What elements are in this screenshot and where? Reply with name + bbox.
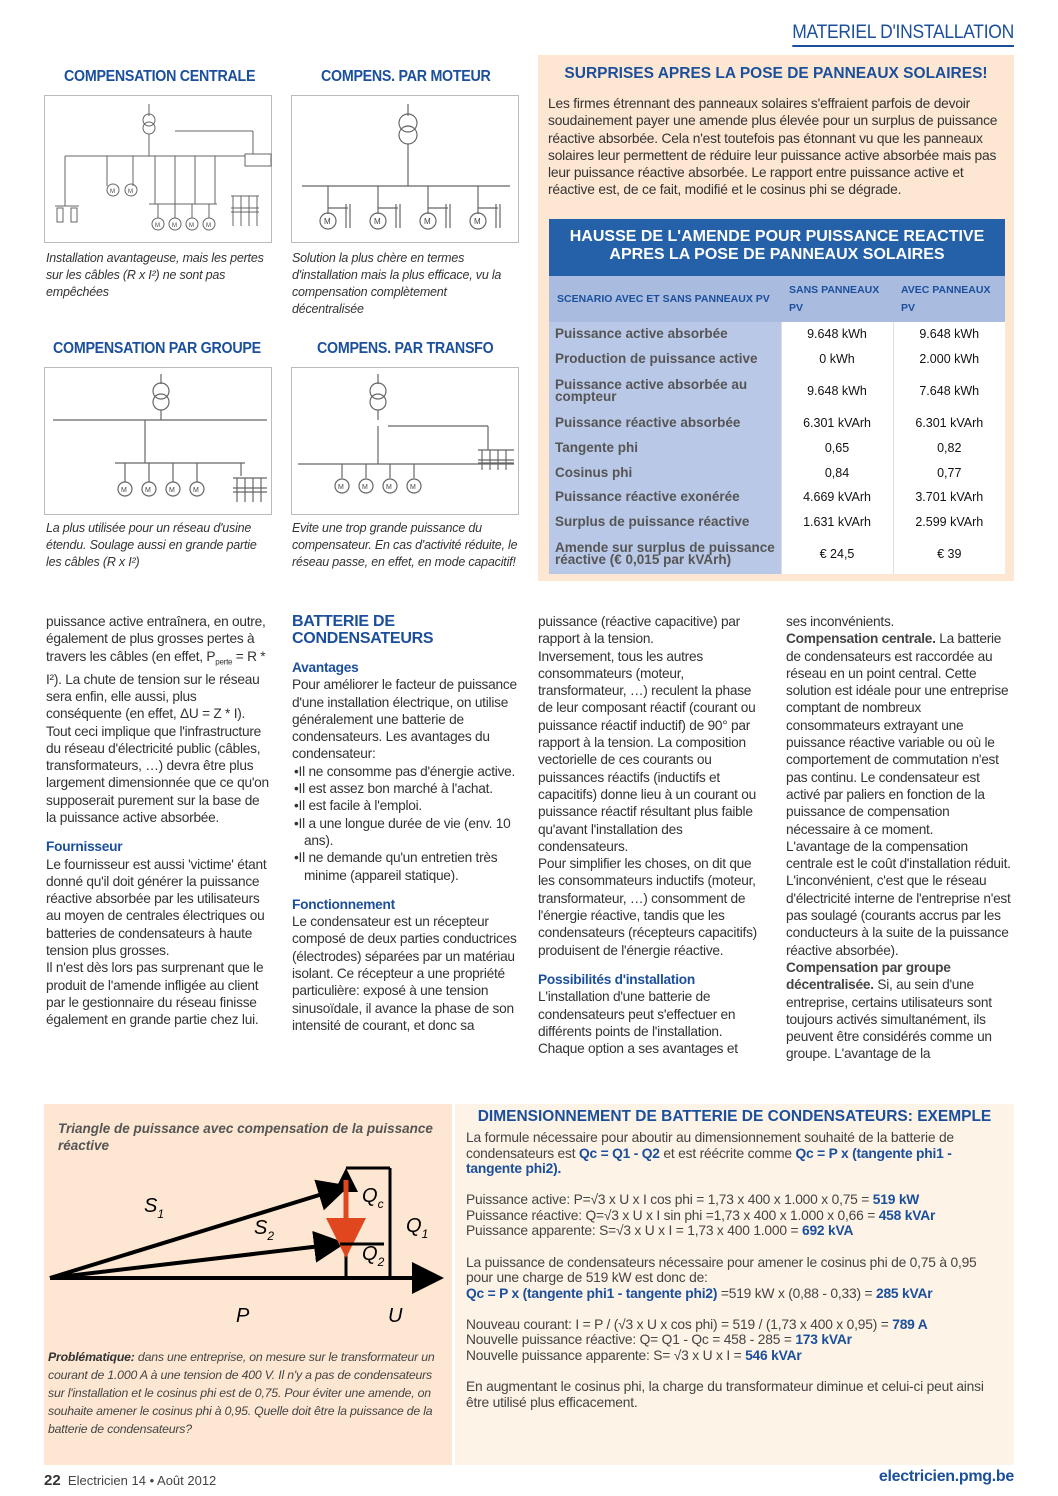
- cell-with: 9.648 kWh: [893, 322, 1005, 347]
- column-header: AVEC PANNEAUX PV: [893, 276, 1005, 322]
- row-label: Puissance réactive exonérée: [549, 485, 781, 510]
- calc-line: Nouvelle puissance apparente: S= √3 x U x I =: [466, 1348, 746, 1364]
- footer-site-link[interactable]: electricien.pmg.be: [878, 1468, 1014, 1485]
- diagram-caption-central: Installation avantageuse, mais les pertes sur les câbles (R x I²) ne sont pas empêchées: [46, 251, 264, 299]
- power-triangle-box: [44, 1104, 452, 1465]
- calc-value: 458 kVAr: [878, 1207, 936, 1223]
- row-label: Tangente phi: [549, 436, 781, 461]
- paragraph: Le fournisseur est aussi 'victime' étant donné qu'il doit générer la puissance réactive absorbée par les utilisateurs au moyen de centrales électriques ou batteries de condensateurs à haute tension plus grosses.: [46, 856, 267, 959]
- list-item: •Il a une longue durée de vie (env. 10 ans).: [294, 815, 511, 848]
- table-row: [549, 322, 1005, 347]
- paragraph: puissance active entraînera, en outre, également de plus grosses pertes à travers les câbles (en effet, P: [46, 614, 266, 664]
- paragraph: En augmentant le cosinus phi, la charge du transformateur diminue et celui-ci peut ainsi être utilisé plus efficacement.: [466, 1379, 984, 1410]
- diagram-central: [44, 95, 272, 243]
- cell-without: 1.631 kVArh: [781, 510, 893, 535]
- svg-text:M: M: [386, 484, 392, 491]
- subheading: Avantages: [292, 660, 359, 675]
- row-label: Surplus de puissance réactive: [549, 510, 781, 535]
- svg-text:M: M: [128, 189, 133, 195]
- problem-label: Problématique:: [48, 1350, 135, 1364]
- paragraph: La batterie de condensateurs est raccordée au réseau en un point central. Cette solution est idéale pour une entreprise comptant de nombreux consommateurs extrayant une puissance réactive variable ou où le comportement de commutation n'est pas continu. Le condensateur est activé par paliers en fonction de la puissance de compensation nécessaire à ce moment.: [786, 631, 1009, 837]
- formula: Qc = Q1 - Q2: [578, 1145, 660, 1161]
- table-row: [549, 347, 1005, 372]
- table-row: [549, 510, 1005, 535]
- table-header-row: [549, 276, 1005, 322]
- label-Q2: $Q_2$: [362, 1243, 385, 1269]
- diagram-caption-transfo: Evite une trop grande puissance du compensateur. En cas d'activité réduite, le réseau passe, en effet, en mode capacitif!: [292, 521, 518, 569]
- label-Qc: $Q_c$: [362, 1185, 384, 1211]
- paragraph: = R * I²). La chute de tension sur le réseau sera enfin, elle aussi, plus conséquente (en effet, ΔU = Z * I). Tout ceci implique que l'infrastructure du réseau d'électricité public (câbles, transformateurs, …) devra être plus largement dimensionnée que ce qu'on supposerait purement sur la base de la puissance active absorbée.: [46, 648, 269, 825]
- label-S2: $S_2$: [254, 1217, 275, 1243]
- row-label: Cosinus phi: [549, 460, 781, 485]
- sidebox-text: Les firmes étrennant des panneaux solaires s'effraient parfois de devoir soudainement payer une amende plus élevée pour un surplus de puissance réactive absorbée. Cela n'est toutefois pas étonnant vu que les panneaux solaires leur permettent de réduire leur puissance active absorbée mais pas leur puissance réactive absorbée. Le rapport entre puissance active et réactive est, de ce fait, modifié et le cosinus phi se dégrade.: [548, 96, 998, 198]
- calc-line: Puissance apparente: S=√3 x U x I = 1,73 x 400 1.000 =: [466, 1223, 802, 1239]
- svg-text:M: M: [121, 487, 127, 494]
- cell-without: 0,65: [781, 436, 893, 461]
- label-P: P: [236, 1305, 250, 1327]
- diagram-title-central: COMPENSATION CENTRALE: [64, 68, 256, 85]
- list-item: •Il ne demande qu'un entretien très minime (appareil statique).: [294, 850, 498, 883]
- diagram-title-motor: COMPENS. PAR MOTEUR: [321, 68, 491, 85]
- calc-value: 519 kW: [872, 1192, 920, 1208]
- calc-value: 173 kVAr: [795, 1332, 852, 1348]
- paragraph: ses inconvénients.: [786, 614, 895, 629]
- svg-text:M: M: [410, 484, 416, 491]
- paragraph: L'avantage de la compensation centrale est le coût d'installation réduit. L'inconvénient, c'est que le réseau d'électricité interne de l'entreprise n'est pas soulagé (courants accrus par les conducteurs à la suite de la puissance réactive absorbée).: [786, 838, 1011, 958]
- cell-without: 6.301 kVArh: [781, 411, 893, 436]
- diagram-caption-motor: Solution la plus chère en termes d'installation mais la plus efficace, vu la compensation complètement décentralisée: [292, 251, 502, 316]
- table-row: [549, 371, 1005, 411]
- bold-lead: Compensation par groupe décentralisée.: [786, 959, 951, 993]
- label-Q1: $Q_1$: [406, 1215, 429, 1241]
- list-item: •Il est assez bon marché à l'achat.: [294, 781, 493, 797]
- paragraph: et est réécrite comme: [659, 1145, 796, 1161]
- bold-lead: Compensation centrale.: [786, 631, 936, 647]
- cell-with: 2.599 kVArh: [893, 510, 1005, 535]
- row-label: Puissance active absorbée au compteur: [549, 371, 781, 411]
- fine-table: [549, 219, 1005, 574]
- section-title: MATERIEL D'INSTALLATION: [792, 22, 1014, 47]
- formula: Qc = P x (tangente phi1 - tangente phi2).: [466, 1145, 952, 1177]
- calc-line: Puissance réactive: Q=√3 x U x I sin phi =1,73 x 400 x 1.000 x 0,66 =: [466, 1207, 879, 1223]
- paragraph: Le condensateur est un récepteur composé de deux parties conductrices (électrodes) séparées par un matériau isolant. Ce récepteur a une propriété particulière: exposé à une tension sinusoïdale, il avance la phase de son intensité de courant, et donc sa: [292, 914, 517, 1033]
- table-row: [549, 411, 1005, 436]
- cell-without: 0,84: [781, 460, 893, 485]
- cell-without: € 24,5: [781, 534, 893, 574]
- cell-with: 2.000 kWh: [893, 347, 1005, 372]
- table-title: HAUSSE DE L'AMENDE POUR PUISSANCE REACTIVE APRES LA POSE DE PANNEAUX SOLAIRES: [549, 219, 1005, 276]
- sidebox-title: SURPRISES APRES LA POSE DE PANNEAUX SOLAIRES!: [564, 65, 988, 82]
- paragraph: L'installation d'une batterie de condensateurs peut s'effectuer en différents points de l'installation. Chaque option a ses avantages et: [538, 989, 738, 1057]
- table-row: [549, 436, 1005, 461]
- diagram-transfo: [291, 367, 519, 515]
- example-box: [455, 1104, 1014, 1465]
- cell-with: 6.301 kVArh: [893, 411, 1005, 436]
- svg-text:M: M: [189, 223, 194, 229]
- svg-text:M: M: [362, 484, 368, 491]
- column-header: SCENARIO AVEC ET SANS PANNEAUX PV: [549, 276, 781, 322]
- table-row: [549, 485, 1005, 510]
- svg-text:M: M: [206, 223, 211, 229]
- calc-line: =519 kW x (0,88 - 0,33) =: [717, 1285, 876, 1301]
- subheading: Fonctionnement: [292, 896, 395, 912]
- paragraph: La puissance de condensateurs nécessaire pour amener le cosinus phi de 0,75 à 0,95 pour une charge de 519 kW est donc de:: [466, 1254, 977, 1286]
- label-U: U: [388, 1305, 403, 1327]
- article-column-4: [786, 613, 1014, 1063]
- calc-line: Puissance active: P=√3 x U x I cos phi = 1,73 x 400 x 1.000 x 0,75 =: [466, 1192, 873, 1208]
- calc-line: Nouvelle puissance réactive: Q= Q1 - Qc = 458 - 285 =: [466, 1332, 796, 1348]
- footer-issue: [44, 1472, 216, 1489]
- subheading: Possibilités d'installation: [538, 971, 695, 987]
- calc-value: 789 A: [892, 1316, 928, 1332]
- problem-statement: [48, 1348, 448, 1438]
- issue-info: Electricien 14 • Août 2012: [67, 1473, 217, 1488]
- problem-text: dans une entreprise, on mesure sur le transformateur un courant de 1.000 A à une tension de 400 V. Il n'y a pas de condensateurs sur l'installation et le cosinus phi est de 0,75. Pour éviter une amende, on souhaite amener le cosinus phi à 0,95. Quelle doit être la puissance de la batterie de condensateurs?: [48, 1350, 435, 1436]
- example-title: DIMENSIONNEMENT DE BATTERIE DE CONDENSATEURS: EXEMPLE: [477, 1108, 992, 1125]
- cell-without: 4.669 kVArh: [781, 485, 893, 510]
- paragraph: puissance (réactive capacitive) par rapport à la tension.: [538, 614, 740, 647]
- cell-with: 7.648 kWh: [893, 371, 1005, 411]
- cell-without: 0 kWh: [781, 347, 893, 372]
- paragraph: Si, au sein d'une entreprise, certains utilisateurs sont toujours activés simultanément, ils peuvent être considérés comme un groupe. L'avantage de la: [786, 977, 992, 1062]
- diagram-title-group: COMPENSATION PAR GROUPE: [53, 340, 261, 357]
- cell-with: 0,77: [893, 460, 1005, 485]
- paragraph: Il n'est dès lors pas surprenant que le produit de l'amende infligée au client par le gestionnaire du réseau finisse également en grande partie chez lui.: [46, 960, 264, 1028]
- calc-line: Nouveau courant: I = P / (√3 x U x cos phi) = 519 / (1,73 x 400 x 0,95) =: [466, 1316, 893, 1332]
- article-heading: BATTERIE DE CONDENSATEURS: [292, 613, 434, 647]
- triangle-title: Triangle de puissance avec compensation de la puissance réactive: [58, 1121, 433, 1153]
- svg-text:M: M: [172, 223, 177, 229]
- table-row: [549, 460, 1005, 485]
- svg-text:M: M: [155, 223, 160, 229]
- page-number: 22: [44, 1472, 61, 1489]
- svg-text:M: M: [424, 217, 431, 226]
- cell-without: 9.648 kWh: [781, 322, 893, 347]
- subscript: perte: [215, 657, 233, 667]
- calc-value: 546 kVAr: [745, 1348, 802, 1364]
- table-row: [549, 534, 1005, 574]
- article-column-2: [292, 613, 520, 1034]
- paragraph: La formule nécessaire pour aboutir au dimensionnement souhaité de la batterie de condensateurs est: [466, 1130, 954, 1161]
- calc-value: 692 kVA: [801, 1223, 854, 1239]
- list-item: •Il est facile à l'emploi.: [294, 798, 422, 814]
- row-label: Amende sur surplus de puissance réactive (€ 0,015 par kVArh): [549, 534, 781, 574]
- cell-with: € 39: [893, 534, 1005, 574]
- paragraph: Inversement, tous les autres consommateurs (moteur, transformateur, …) reculent la phase de leur composant réactif (courant ou puissance réactif inductif) de 90° par rapport à la tension. La composition vectorielle de ces courants ou puissances réactifs (inductifs et capacitifs) donne lieu à un courant ou puissance réactif résultant plus faible qu'avant l'installation des condensateurs.: [538, 648, 757, 854]
- row-label: Production de puissance active: [549, 347, 781, 372]
- svg-text:M: M: [474, 217, 481, 226]
- calc-value: 285 kVAr: [875, 1285, 933, 1301]
- svg-text:M: M: [374, 217, 381, 226]
- formula: Qc = P x (tangente phi1 - tangente phi2): [466, 1285, 718, 1301]
- row-label: Puissance réactive absorbée: [549, 411, 781, 436]
- cell-with: 0,82: [893, 436, 1005, 461]
- row-label: Puissance active absorbée: [549, 322, 781, 347]
- column-header: SANS PANNEAUX PV: [781, 276, 893, 322]
- cell-without: 9.648 kWh: [781, 371, 893, 411]
- svg-text:M: M: [145, 487, 151, 494]
- article-column-3: [538, 613, 766, 1057]
- diagram-group: [44, 367, 272, 515]
- svg-text:M: M: [324, 217, 331, 226]
- fine-table-grid: [549, 276, 1005, 574]
- diagram-motor: [291, 95, 519, 243]
- paragraph: Pour améliorer le facteur de puissance d'une installation électrique, on utilise généralement une batterie de condensateurs. Les avantages du condensateur:: [292, 677, 517, 762]
- svg-text:M: M: [338, 484, 344, 491]
- subheading: Fournisseur: [46, 839, 123, 855]
- svg-text:M: M: [110, 189, 115, 195]
- example-text: [466, 1130, 1006, 1426]
- diagram-title-transfo: COMPENS. PAR TRANSFO: [317, 340, 494, 357]
- svg-text:M: M: [169, 487, 175, 494]
- paragraph: Pour simplifier les choses, on dit que les consommateurs inductifs (moteur, transformateur, …) consomment de l'énergie réactive, tandis que les condensateurs (récepteurs capacitifs) produisent de l'énergie réactive.: [538, 856, 757, 958]
- article-column-1: [46, 613, 272, 1029]
- cell-with: 3.701 kVArh: [893, 485, 1005, 510]
- svg-text:M: M: [193, 487, 199, 494]
- list-item: •Il ne consomme pas d'énergie active.: [294, 763, 516, 779]
- label-S1: $S_1$: [144, 1195, 165, 1221]
- diagram-caption-group: La plus utilisée pour un réseau d'usine étendu. Soulage aussi en grande partie les câbles (R x I²): [46, 521, 257, 569]
